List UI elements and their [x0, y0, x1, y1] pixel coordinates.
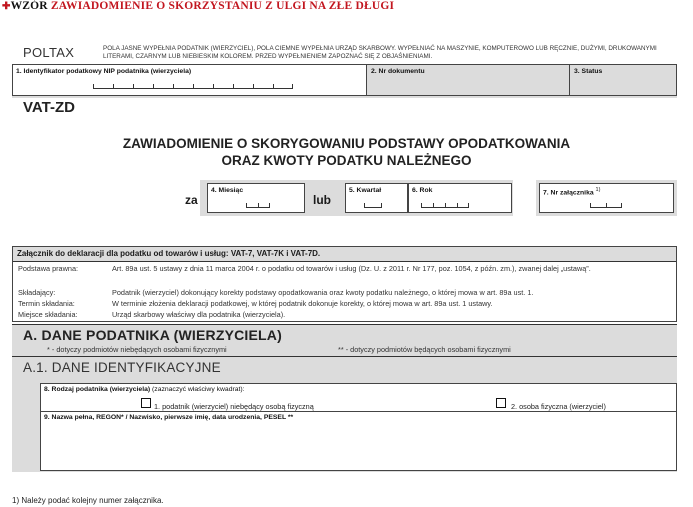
doc-number-field [367, 64, 570, 96]
year-field[interactable] [408, 183, 512, 213]
deadline-text: W terminie złożenia deklaracji podatkowej, w której podatnik dokonuje korekty, o której mowa w art. 89a ust. 1 ustawy. [112, 299, 493, 308]
section-a-note-legal-entity: * - dotyczy podmiotów niebędących osobami fizycznymi [47, 345, 227, 354]
taxpayer-type-label: 8. Rodzaj podatnika (wierzyciela) (zaznaczyć właściwy kwadrat): [44, 386, 245, 393]
place-text: Urząd skarbowy właściwy dla podatnika (wierzyciela). [112, 310, 286, 319]
banner-plus-icon: ✚ [2, 1, 11, 12]
option-legal-entity-checkbox[interactable] [141, 398, 151, 408]
lub-label: lub [313, 193, 331, 207]
submitter-text: Podatnik (wierzyciel) dokonujący korekty podstawy opodatkowania oraz kwoty podatku należnego, o której mowa w art. 89a ust. 1. [112, 288, 534, 297]
deadline-label: Termin składania: [18, 299, 75, 308]
taxpayer-type-field [40, 383, 677, 412]
month-field[interactable] [207, 183, 305, 213]
doc-number-label: 2. Nr dokumentu [371, 68, 425, 75]
legal-basis-label: Podstawa prawna: [18, 264, 79, 273]
quarter-field[interactable] [345, 183, 408, 213]
month-input-ticks [246, 204, 270, 208]
quarter-label: 5. Kwartał [349, 187, 382, 194]
quarter-input-ticks [364, 204, 382, 208]
section-a-top-rule [12, 324, 677, 325]
footnote: 1) Należy podać kolejny numer załącznika. [12, 496, 164, 505]
nip-field-label: 1. Identyfikator podatkowy NIP podatnika (wierzyciela) [16, 68, 192, 75]
document-banner [2, 0, 394, 12]
section-a-title: A. DANE PODATNIKA (WIERZYCIELA) [23, 327, 282, 343]
option-legal-entity-label: 1. podatnik (wierzyciel) niebędący osobą fizyczną [154, 402, 314, 411]
form-code: VAT-ZD [23, 99, 75, 116]
form-title-line-1: ZAWIADOMIENIE O SKORYGOWANIU PODSTAWY OPODATKOWANIA [122, 136, 571, 151]
attachment-divider [13, 261, 676, 262]
submitter-label: Składający: [18, 288, 56, 297]
attachment-number-label: 7. Nr załącznika $^{1)}$ [543, 187, 601, 197]
attachment-heading: Załącznik do deklaracji dla podatku od towarów i usług: VAT-7, VAT-7K i VAT-7D. [13, 247, 676, 261]
section-a1-top-rule [12, 356, 677, 357]
form-title-line-2: ORAZ KWOTY PODATKU NALEŻNEGO [221, 153, 472, 168]
option-natural-person-label: 2. osoba fizyczna (wierzyciel) [511, 402, 606, 411]
status-field [570, 64, 677, 96]
full-name-label: 9. Nazwa pełna, REGON* / Nazwisko, pierwsze imię, data urodzenia, PESEL ** [44, 414, 294, 421]
nip-input-ticks [93, 85, 293, 89]
attachment-number-field[interactable] [539, 183, 674, 213]
nip-field[interactable] [12, 64, 367, 96]
status-label: 3. Status [574, 68, 603, 75]
attachment-number-ticks [590, 204, 622, 208]
za-label: za [185, 193, 198, 207]
month-label: 4. Miesiąc [211, 187, 244, 194]
full-name-field[interactable] [40, 411, 677, 471]
year-input-ticks [421, 204, 469, 208]
section-a-note-natural-person: ** - dotyczy podmiotów będących osobami fizycznymi [338, 345, 511, 354]
poltax-label: POLTAX [23, 45, 75, 60]
year-label: 6. Rok [412, 187, 433, 194]
banner-prefix: WZÓR [10, 0, 48, 12]
fill-instructions: POLA JASNE WYPEŁNIA PODATNIK (WIERZYCIEL), POLA CIEMNE WYPEŁNIA URZĄD SKARBOWY. WYPEŁNIAĆ NA MASZYNIE, KOMPUTEROWO LUB RĘCZNIE, DUŻYMI, DRUKOWANYMI LITERAMI, CZARNYM LUB NIEBIESKIM KOLOREM. PRZED WYPEŁNIENIEM ZAPOZNAĆ SIĘ Z OBJAŚNIENIAMI. [103, 45, 657, 60]
place-label: Miejsce składania: [18, 310, 78, 319]
banner-title: ZAWIADOMIENIE O SKORZYSTANIU Z ULGI NA ZŁE DŁUGI [50, 0, 395, 12]
legal-basis-text: Art. 89a ust. 5 ustawy z dnia 11 marca 2004 r. o podatku od towarów i usług (Dz. U. z 2011 r. Nr 177, poz. 1054, z późn. zm.), zwanej dalej „ustawą”. [112, 264, 591, 273]
section-a1-title: A.1. DANE IDENTYFIKACYJNE [23, 360, 221, 375]
option-natural-person-checkbox[interactable] [496, 398, 506, 408]
